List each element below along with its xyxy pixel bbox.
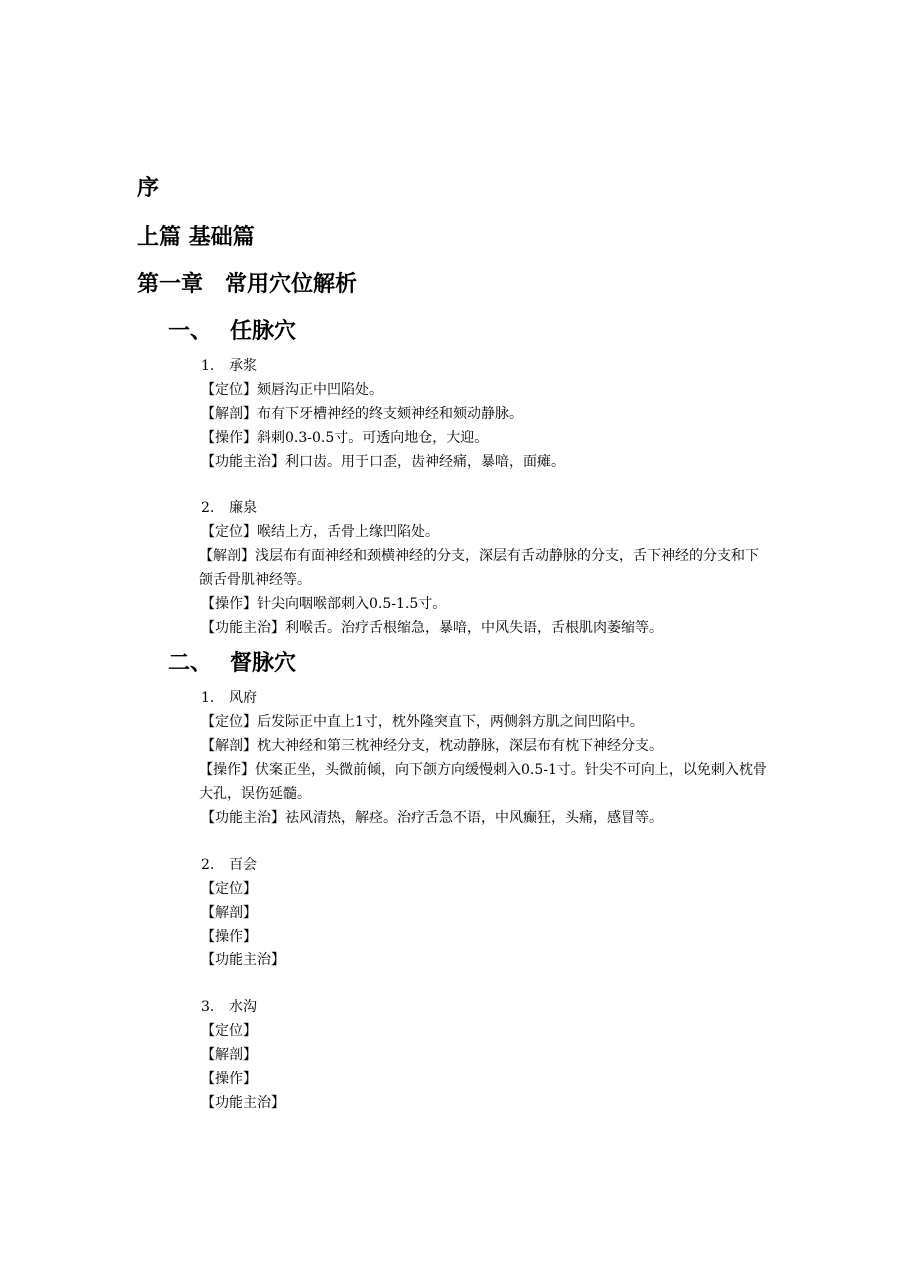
section-heading	[168, 651, 296, 677]
section-number: 二、	[168, 651, 213, 676]
point-line: 【功能主治】	[201, 1095, 285, 1111]
point-line: 【解剖】布有下牙槽神经的终支颏神经和颏动静脉。	[201, 406, 523, 422]
section-number: 一、	[168, 319, 213, 344]
point-index: 1.	[201, 358, 215, 374]
point-name: 水沟	[229, 999, 257, 1015]
point-index: 1.	[201, 690, 215, 706]
preface-heading: 序	[137, 176, 160, 201]
point-title	[201, 356, 257, 376]
point-title	[201, 688, 257, 708]
point-line: 【操作】	[201, 929, 257, 945]
point-index: 2.	[201, 857, 215, 873]
point-line: 【操作】针尖向咽喉部刺入0.5-1.5寸。	[201, 596, 447, 612]
point-title	[201, 498, 257, 518]
point-name: 廉泉	[229, 500, 257, 516]
point-line: 【定位】颏唇沟正中凹陷处。	[201, 382, 383, 398]
point-line: 【操作】斜刺0.3-0.5寸。可透向地仓，大迎。	[201, 430, 489, 446]
point-name: 百会	[229, 857, 257, 873]
point-title	[201, 855, 257, 875]
point-name: 风府	[229, 690, 257, 706]
point-name: 承浆	[229, 358, 257, 374]
chapter-heading: 第一章 常用穴位解析	[137, 272, 358, 297]
section-title: 督脉穴	[230, 651, 297, 676]
point-line: 【解剖】	[201, 1047, 257, 1063]
point-line: 【解剖】枕大神经和第三枕神经分支，枕动静脉，深层布有枕下神经分支。	[201, 738, 663, 754]
point-line: 【定位】后发际正中直上1寸，枕外隆突直下，两侧斜方肌之间凹陷中。	[201, 714, 644, 730]
point-line: 【功能主治】	[201, 952, 285, 968]
point-line: 【操作】	[201, 1071, 257, 1087]
point-title	[201, 997, 257, 1017]
section-heading	[168, 319, 296, 345]
point-line: 【操作】伏案正坐，头微前倾，向下颌方向缓慢刺入0.5-1寸。针尖不可向上，以免刺入枕骨大孔，误伤延髓。	[199, 762, 767, 802]
point-index: 3.	[201, 999, 215, 1015]
point-line: 【定位】	[201, 881, 257, 897]
point-line: 【定位】	[201, 1023, 257, 1039]
point-line: 【功能主治】利口齿。用于口歪，齿神经痛，暴喑，面瘫。	[201, 454, 565, 470]
point-line: 【解剖】	[201, 905, 257, 921]
point-index: 2.	[201, 500, 215, 516]
point-line: 【功能主治】利喉舌。治疗舌根缩急，暴喑，中风失语，舌根肌肉萎缩等。	[201, 620, 663, 636]
point-line: 【功能主治】祛风清热，解痉。治疗舌急不语，中风癫狂，头痛，感冒等。	[201, 810, 663, 826]
point-line: 【解剖】浅层布有面神经和颈横神经的分支，深层有舌动静脉的分支，舌下神经的分支和下颌舌骨肌神经等。	[199, 548, 759, 588]
part-heading: 上篇 基础篇	[137, 225, 255, 250]
section-title: 任脉穴	[230, 319, 297, 344]
point-line: 【定位】喉结上方，舌骨上缘凹陷处。	[201, 524, 439, 540]
